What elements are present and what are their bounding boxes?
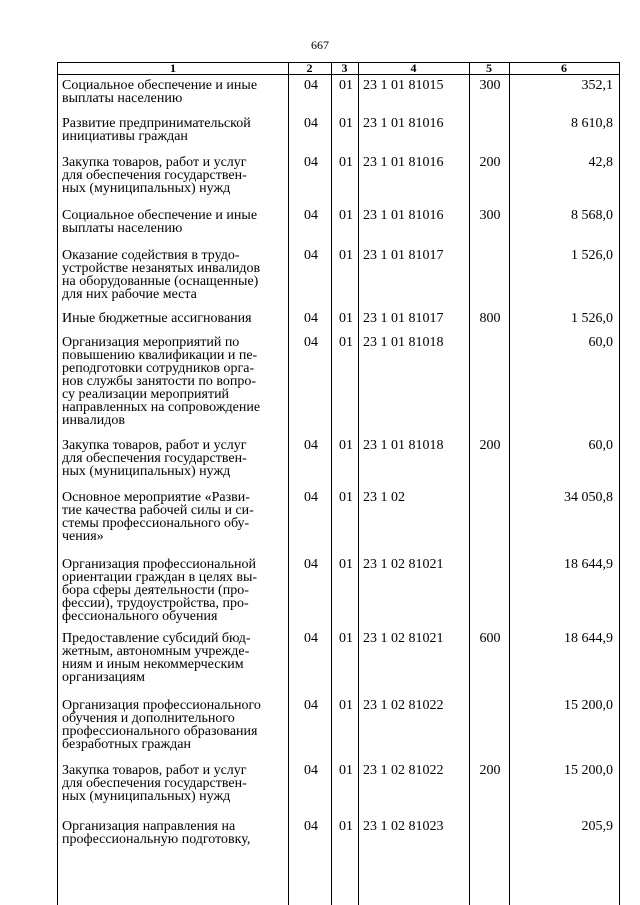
section-code: 04 [304,248,318,263]
subsection-code: 01 [339,248,353,263]
row-name-line: Организация профессиональной [62,557,256,572]
amount: 42,8 [588,155,613,170]
row-name-line: Закупка товаров, работ и услуг [62,763,247,778]
amount: 60,0 [588,438,613,453]
subsection-code: 01 [339,698,353,713]
row-name-line: ных (муниципальных) нужд [62,789,231,804]
amount: 1 526,0 [571,311,613,326]
row-name-line: обучения и дополнительного [62,711,235,726]
column-divider [469,62,470,905]
row-name-line: бора сферы деятельности (про- [62,583,249,598]
amount: 34 050,8 [564,490,613,505]
row-name [62,558,284,623]
target-article-code: 23 1 01 81016 [363,155,444,170]
row-name-line: Предоставление субсидий бюд- [62,631,251,646]
row-name-line: устройстве незанятых инвалидов [62,261,261,276]
target-article-code: 23 1 02 [363,490,405,505]
column-divider [358,62,359,905]
target-article-code: 23 1 02 81022 [363,698,444,713]
row-name-line: Закупка товаров, работ и услуг [62,155,247,170]
expense-type-code: 200 [479,763,501,778]
row-name-line: ных (муниципальных) нужд [62,464,231,479]
row-name-line: Основное мероприятие «Разви- [62,490,250,505]
expense-type-code: 200 [479,438,501,453]
target-article-code: 23 1 02 81021 [363,557,444,572]
row-name [62,117,284,143]
section-code: 04 [304,116,318,131]
row-name-line: су реализации мероприятий [62,387,230,402]
subsection-code: 01 [339,311,353,326]
section-code: 04 [304,763,318,778]
amount: 18 644,9 [564,631,613,646]
section-code: 04 [304,438,318,453]
row-name [62,491,284,543]
section-code: 04 [304,698,318,713]
section-code: 04 [304,208,318,223]
row-name-line: Закупка товаров, работ и услуг [62,438,247,453]
row-name-line: профессионального образования [62,724,258,739]
column-divider [509,62,510,905]
subsection-code: 01 [339,490,353,505]
row-name-line: Организация профессионального [62,698,261,713]
subsection-code: 01 [339,335,353,350]
row-name [62,249,284,301]
row-name-line: Социальное обеспечение и иные [62,208,258,223]
target-article-code: 23 1 01 81016 [363,116,444,131]
section-code: 04 [304,155,318,170]
column-header: 2 [306,61,313,75]
column-divider [331,62,332,905]
expense-type-code: 300 [479,78,501,93]
target-article-code: 23 1 02 81023 [363,819,444,834]
subsection-code: 01 [339,557,353,572]
subsection-code: 01 [339,78,353,93]
row-name [62,764,284,803]
row-name-line: Иные бюджетные ассигнования [62,311,252,326]
section-code: 04 [304,78,318,93]
row-name-line: для обеспечения государствен- [62,451,247,466]
section-code: 04 [304,557,318,572]
target-article-code: 23 1 01 81018 [363,438,444,453]
row-name-line: жетным, автономным учрежде- [62,644,250,659]
subsection-code: 01 [339,438,353,453]
row-name-line: для них рабочие места [62,287,197,302]
row-name [62,336,284,427]
target-article-code: 23 1 01 81017 [363,311,444,326]
subsection-code: 01 [339,116,353,131]
expense-type-code: 200 [479,155,501,170]
row-name-line: Оказание содействия в трудо- [62,248,240,263]
subsection-code: 01 [339,155,353,170]
section-code: 04 [304,490,318,505]
target-article-code: 23 1 02 81021 [363,631,444,646]
row-name-line: инвалидов [62,413,125,428]
row-name-line: чения» [62,529,104,544]
row-name-line: ориентации граждан в целях вы- [62,570,258,585]
subsection-code: 01 [339,763,353,778]
row-name-line: выплаты населению [62,91,183,106]
row-name-line: для обеспечения государствен- [62,168,247,183]
row-name-line: выплаты населению [62,221,183,236]
row-name-line: Социальное обеспечение и иные [62,78,258,93]
row-name-line: реподготовки сотрудников орга- [62,361,255,376]
target-article-code: 23 1 01 81018 [363,335,444,350]
row-name-line: для обеспечения государствен- [62,776,247,791]
amount: 205,9 [581,819,613,834]
row-name [62,209,284,235]
column-header: 4 [410,61,417,75]
row-name [62,312,284,325]
row-name [62,439,284,478]
row-name-line: фессии), трудоустройства, про- [62,596,249,611]
page-number: 667 [311,38,329,52]
amount: 8 568,0 [571,208,613,223]
section-code: 04 [304,335,318,350]
section-code: 04 [304,819,318,834]
target-article-code: 23 1 01 81017 [363,248,444,263]
column-header: 1 [170,61,176,75]
amount: 352,1 [581,78,613,93]
row-name [62,699,284,751]
row-name-line: Организация мероприятий по [62,335,240,350]
amount: 18 644,9 [564,557,613,572]
row-name-line: направленных на сопровождение [62,400,261,415]
column-header: 3 [341,61,348,75]
amount: 1 526,0 [571,248,613,263]
row-name-line: на оборудованные (оснащенные) [62,274,259,289]
section-code: 04 [304,631,318,646]
row-name [62,79,284,105]
amount: 8 610,8 [571,116,613,131]
row-name-line: нов службы занятости по вопро- [62,374,257,389]
row-name-line: профессиональную подготовку, [62,832,251,847]
row-name-line: инициативы граждан [62,129,188,144]
amount: 60,0 [588,335,613,350]
target-article-code: 23 1 02 81022 [363,763,444,778]
row-name-line: ниям и иным некоммерческим [62,657,244,672]
expense-type-code: 800 [479,311,501,326]
row-name-line: тие качества рабочей силы и си- [62,503,254,518]
expense-type-code: 600 [479,631,501,646]
row-name-line: Развитие предпринимательской [62,116,251,131]
row-name-line: безработных граждан [62,737,191,752]
target-article-code: 23 1 01 81016 [363,208,444,223]
row-name-line: ных (муниципальных) нужд [62,181,231,196]
amount: 15 200,0 [564,698,613,713]
row-name-line: повышению квалификации и пе- [62,348,258,363]
column-header: 5 [486,61,492,75]
row-name [62,820,284,846]
subsection-code: 01 [339,819,353,834]
table-header [58,62,619,75]
amount: 15 200,0 [564,763,613,778]
subsection-code: 01 [339,208,353,223]
row-name-line: фессионального обучения [62,609,218,624]
target-article-code: 23 1 01 81015 [363,78,444,93]
row-name [62,156,284,195]
row-name [62,632,284,684]
row-name-line: организациям [62,670,145,685]
subsection-code: 01 [339,631,353,646]
column-divider [288,62,289,905]
section-code: 04 [304,311,318,326]
budget-table [57,62,620,905]
expense-type-code: 300 [479,208,501,223]
row-name-line: стемы профессионального обу- [62,516,250,531]
row-name-line: Организация направления на [62,819,236,834]
column-header: 6 [561,61,567,75]
